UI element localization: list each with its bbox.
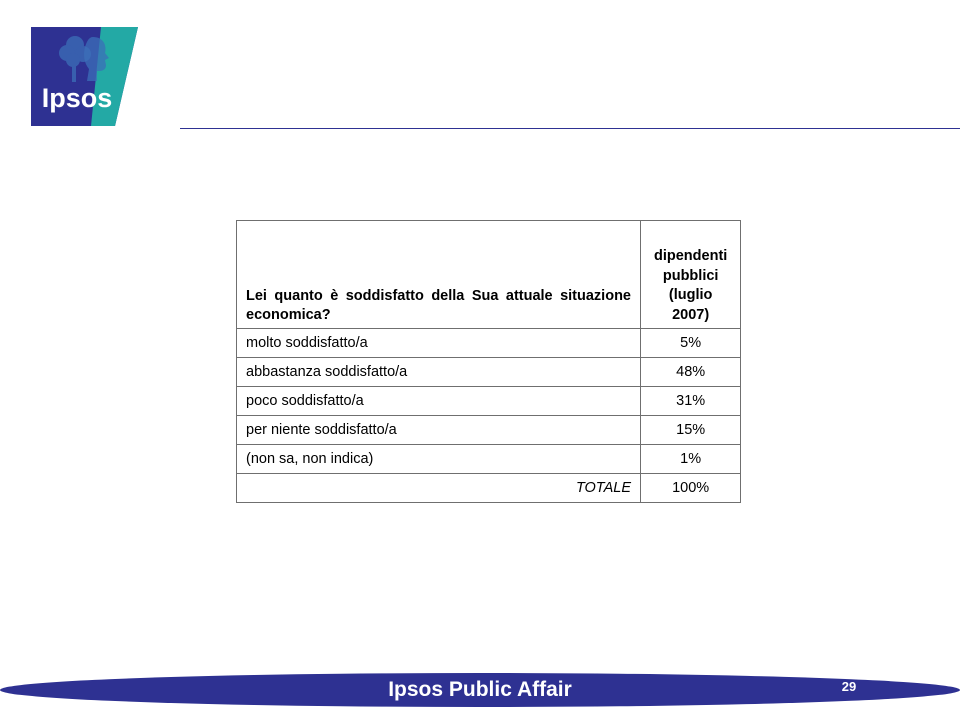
row-label: abbastanza soddisfatto/a	[237, 358, 641, 387]
ipsos-logo	[31, 27, 138, 126]
row-value: 1%	[641, 445, 741, 474]
table-row	[237, 445, 741, 474]
row-label: (non sa, non indica)	[237, 445, 641, 474]
logo-text: Ipsos	[41, 83, 113, 113]
row-label: molto soddisfatto/a	[237, 329, 641, 358]
header-divider	[180, 128, 960, 129]
row-value: 5%	[641, 329, 741, 358]
row-label: per niente soddisfatto/a	[237, 416, 641, 445]
table-total-row	[237, 474, 741, 503]
survey-question: Lei quanto è soddisfatto della Sua attuale situazione economica?	[246, 288, 631, 323]
row-value: 48%	[641, 358, 741, 387]
table-row	[237, 416, 741, 445]
table-row	[237, 358, 741, 387]
survey-table	[236, 220, 741, 503]
table-row	[237, 329, 741, 358]
row-value: 31%	[641, 387, 741, 416]
total-label: TOTALE	[237, 474, 641, 503]
question-cell	[237, 221, 641, 329]
row-label: poco soddisfatto/a	[237, 387, 641, 416]
total-value: 100%	[641, 474, 741, 503]
table-row	[237, 387, 741, 416]
row-value: 15%	[641, 416, 741, 445]
column-header-cell	[641, 221, 741, 329]
table-header-row	[237, 221, 741, 329]
footer-title: Ipsos Public Affair	[388, 678, 572, 701]
page-number: 29	[841, 679, 857, 694]
column-header: dipendenti pubblici (luglio 2007)	[654, 248, 728, 323]
